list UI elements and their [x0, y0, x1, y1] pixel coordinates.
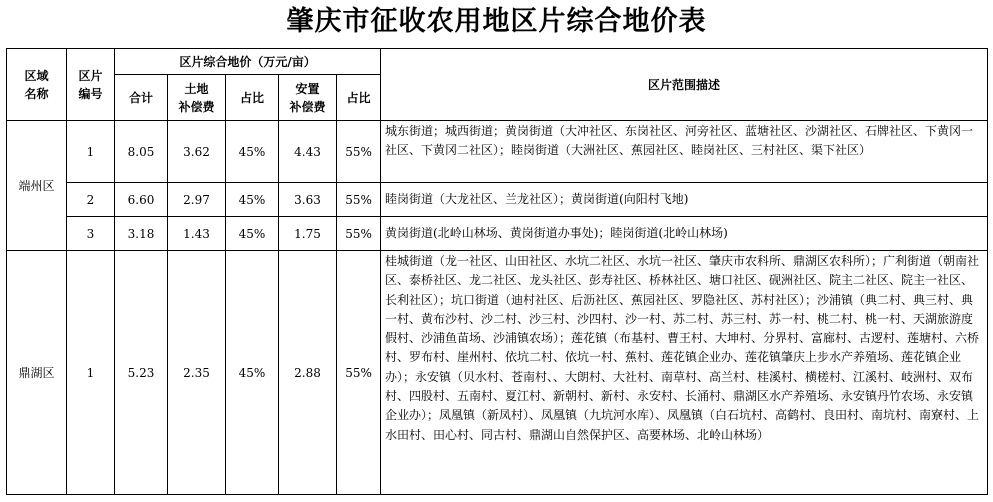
resettle-comp-cell: 2.88 — [279, 251, 337, 495]
table-row — [7, 217, 988, 251]
header-district-name: 区域 名称 — [7, 49, 67, 121]
header-ratio-resettlement: 占比 — [337, 75, 381, 121]
land-comp-cell: 2.35 — [168, 251, 226, 495]
land-price-table — [6, 48, 988, 495]
district-name-cell: 端州区 — [7, 121, 67, 251]
zone-no-cell: 3 — [67, 217, 115, 251]
table-row — [7, 121, 988, 183]
ratio-resettle-cell: 55% — [337, 251, 381, 495]
total-cell: 5.23 — [115, 251, 168, 495]
header-zone-price-group: 区片综合地价（万元/亩） — [115, 49, 381, 75]
header-zone-description: 区片范围描述 — [381, 49, 988, 121]
resettle-comp-cell: 1.75 — [279, 217, 337, 251]
ratio-resettle-cell: 55% — [337, 183, 381, 217]
header-total: 合计 — [115, 75, 168, 121]
page-title: 肇庆市征收农用地区片综合地价表 — [286, 6, 707, 37]
table-row — [7, 251, 988, 495]
header-zone-no: 区片 编号 — [67, 49, 115, 121]
total-cell: 8.05 — [115, 121, 168, 183]
table-row — [7, 183, 988, 217]
ratio-land-cell: 45% — [226, 217, 279, 251]
ratio-resettle-cell: 55% — [337, 121, 381, 183]
land-comp-cell: 1.43 — [168, 217, 226, 251]
header-land-compensation: 土地 补偿费 — [168, 75, 226, 121]
resettle-comp-cell: 4.43 — [279, 121, 337, 183]
description-cell: 城东街道；城西街道；黄岗街道（大冲社区、东岗社区、河旁社区、蓝塘社区、沙湖社区、石牌社区、下黄冈一社区、下黄冈二社区）；睦岗街道（大洲社区、蕉园社区、睦岗社区、三村社区、渠下社区） — [381, 121, 988, 183]
ratio-land-cell: 45% — [226, 251, 279, 495]
ratio-resettle-cell: 55% — [337, 217, 381, 251]
resettle-comp-cell: 3.63 — [279, 183, 337, 217]
header-ratio-land: 占比 — [226, 75, 279, 121]
land-comp-cell: 2.97 — [168, 183, 226, 217]
ratio-land-cell: 45% — [226, 183, 279, 217]
description-cell: 睦岗街道（大龙社区、兰龙社区）；黄岗街道(向阳村飞地) — [381, 183, 988, 217]
zone-no-cell: 1 — [67, 251, 115, 495]
total-cell: 6.60 — [115, 183, 168, 217]
land-comp-cell: 3.62 — [168, 121, 226, 183]
description-cell: 黄岗街道(北岭山林场、黄岗街道办事处)；睦岗街道(北岭山林场) — [381, 217, 988, 251]
ratio-land-cell: 45% — [226, 121, 279, 183]
header-resettlement-compensation: 安置 补偿费 — [279, 75, 337, 121]
district-name-cell: 鼎湖区 — [7, 251, 67, 495]
zone-no-cell: 1 — [67, 121, 115, 183]
zone-no-cell: 2 — [67, 183, 115, 217]
total-cell: 3.18 — [115, 217, 168, 251]
description-cell: 桂城街道（龙一社区、山田社区、水坑二社区、水坑一社区、肇庆市农科所、鼎湖区农科所）；广利街道（朝南社区、泰桥社区、龙二社区、龙头社区、彭寿社区、桥林社区、塘口社区、砚洲社区、院主二社区、院主一社区、长利社区）；坑口街道（迪村社区、后沥社区、蕉园社区、罗隐社区、苏村社区）；沙浦镇（典二村、典三村、典一村、黄布沙村、沙二村、沙三村、沙四村、沙一村、苏二村、苏三村、苏一村、桃二村、桃一村、天湖旅游度假村、沙浦鱼苗场、沙浦镇农场）；莲花镇（布基村、曹王村、大坤村、分界村、富廊村、古逻村、莲塘村、六桥村、罗布村、崖州村、依坑二村、依坑一村、蕉村、莲花镇企业办、莲花镇肇庆上步水产养殖场、莲花镇企业办）；永安镇（贝水村、苍南村、、大朗村、大社村、南草村、高兰村、桂溪村、横槎村、江溪村、岐洲村、双布村、四股村、五南村、夏江村、新朝村、新村、永安村、长涌村、鼎湖区水产养殖场、永安镇丹竹农场、永安镇企业办）；凤凰镇（新凤村）、凤凰镇（九坑河水库）、凤凰镇（白石坑村、高鹤村、良田村、南坑村、南寮村、上水田村、田心村、同古村、鼎湖山自然保护区、高要林场、北岭山林场） — [381, 251, 988, 495]
